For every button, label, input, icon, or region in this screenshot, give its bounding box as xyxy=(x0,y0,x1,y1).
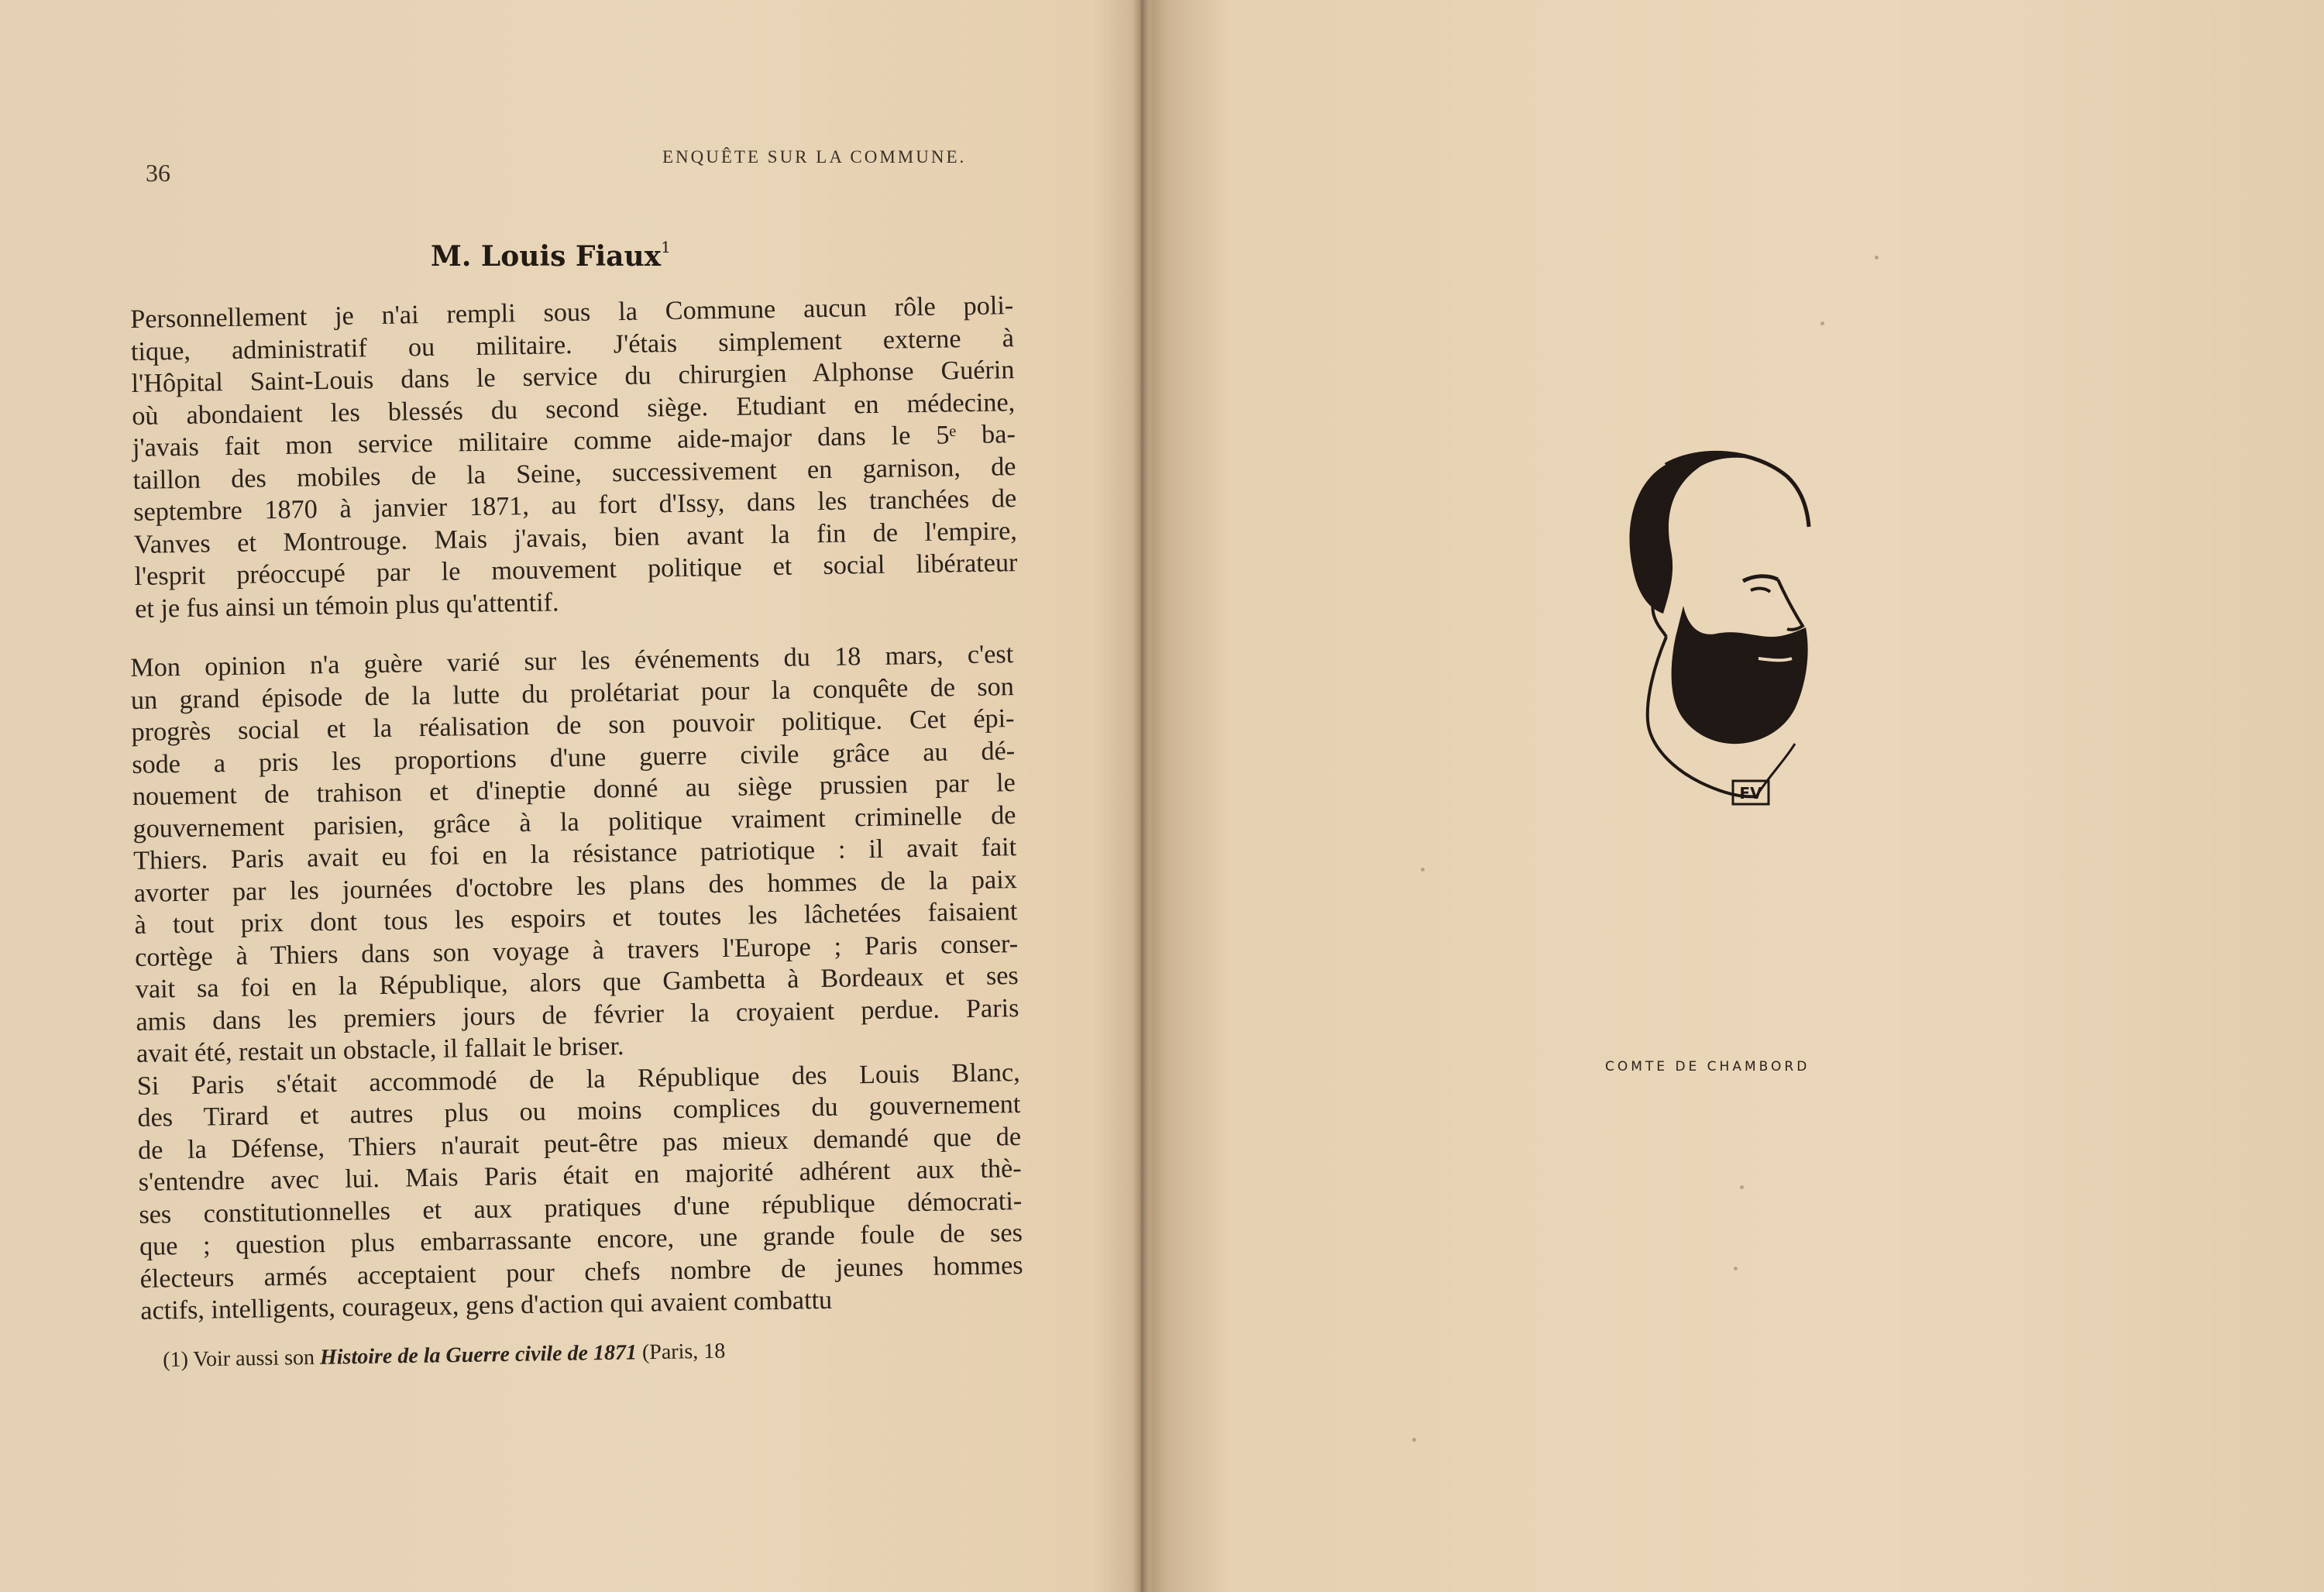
text-line: taillon des mobiles de la Seine, successivement en garnison, de xyxy=(132,452,1016,495)
text-line: tique, administratif ou militaire. J'étais simplement externe à xyxy=(130,323,1015,366)
paper-speck xyxy=(1875,256,1879,260)
text-line: et je fus ainsi un témoin plus qu'attentif. xyxy=(134,587,559,624)
text-line: j'avais fait mon service militaire comme aide-major dans le 5ᵉ ba- xyxy=(132,420,1016,462)
footnote xyxy=(163,1339,726,1373)
text-line: avorter par les journées d'octobre les plans des hommes de la paix xyxy=(133,865,1018,908)
illustration-caption: COMTE DE CHAMBORD xyxy=(1605,1059,1810,1075)
paragraph-1 xyxy=(130,290,1018,625)
text-line: vait sa foi en la République, alors que Gambetta à Bordeaux et ses xyxy=(135,961,1019,1004)
footnote-work-title: Histoire de la Guerre civile de 1871 xyxy=(319,1340,638,1370)
monogram-text: FV xyxy=(1739,784,1762,803)
portrait-illustration xyxy=(1592,434,1848,821)
text-line: actifs, intelligents, courageux, gens d'action qui avaient combattu xyxy=(140,1285,833,1326)
text-line: progrès social et la réalisation de son pouvoir politique. Cet épi- xyxy=(131,704,1015,747)
text-line: amis dans les premiers jours de février la croyaient perdue. Paris xyxy=(136,993,1019,1037)
text-line: gouvernement parisien, grâce à la politique vraiment criminelle de xyxy=(132,800,1016,844)
text-line: nouement de trahison et d'ineptie donné au siège prussien par le xyxy=(132,768,1016,811)
text-line: s'entendre avec lui. Mais Paris était en majorité adhérent aux thè- xyxy=(138,1154,1022,1197)
article-title-text: M. Louis Fiaux xyxy=(431,240,662,273)
text-line: Personnellement je n'ai rempli sous la Commune aucun rôle poli- xyxy=(130,291,1014,334)
left-page xyxy=(0,0,1139,1592)
text-line: l'Hôpital Saint-Louis dans le service du chirurgien Alphonse Guérin xyxy=(131,356,1015,398)
text-line: cortège à Thiers dans son voyage à travers l'Europe ; Paris conser- xyxy=(134,929,1019,972)
text-line: de la Défense, Thiers n'aurait peut-être pas mieux demandé que de xyxy=(137,1122,1022,1165)
paper-speck xyxy=(1412,1438,1416,1442)
text-line: Si Paris s'était accommodé de la République des Louis Blanc, xyxy=(136,1057,1020,1101)
paper-speck xyxy=(1820,321,1824,325)
paper-speck xyxy=(1421,868,1425,872)
paper-speck xyxy=(1734,1267,1738,1271)
text-line: des Tirard et autres plus ou moins complices du gouvernement xyxy=(137,1090,1021,1133)
text-line: Mon opinion n'a guère varié sur les événements du 18 mars, c'est xyxy=(130,640,1014,683)
text-line: sode a pris les proportions d'une guerre civile grâce au dé- xyxy=(131,736,1016,779)
text-line: un grand épisode de la lutte du prolétariat pour la conquête de son xyxy=(130,672,1015,715)
text-line: Vanves et Montrouge. Mais j'avais, bien avant la fin de l'empire, xyxy=(133,516,1018,559)
text-line: avait été, restait un obstacle, il fallait le briser. xyxy=(136,1032,624,1068)
running-head: ENQUÊTE SUR LA COMMUNE. xyxy=(662,147,967,167)
footnote-suffix: (Paris, 18 xyxy=(636,1339,726,1365)
article-title xyxy=(431,240,671,273)
text-line: Thiers. Paris avait eu foi en la résistance patriotique : il avait fait xyxy=(132,833,1017,875)
text-line: septembre 1870 à janvier 1871, au fort d'Issy, dans les tranchées de xyxy=(132,484,1017,527)
bald-bearded-man-profile-woodcut xyxy=(1630,452,1809,796)
text-line: ses constitutionnelles et aux pratiques d'une république démocrati- xyxy=(139,1186,1023,1229)
text-line: à tout prix dont tous les espoirs et toutes les lâchetées faisaient xyxy=(134,897,1018,940)
footnote-marker: 1 xyxy=(661,238,671,256)
text-line: que ; question plus embarrassante encore, une grande foule de ses xyxy=(139,1219,1023,1261)
footnote-prefix: (1) Voir aussi son xyxy=(163,1345,321,1372)
paragraph-2 xyxy=(130,638,1024,1327)
page-number: 36 xyxy=(146,159,170,187)
paper-speck xyxy=(1740,1185,1744,1189)
text-line: l'esprit préoccupé par le mouvement politique et social libérateur xyxy=(134,548,1018,591)
text-line: électeurs armés acceptaient pour chefs nombre de jeunes hommes xyxy=(139,1250,1023,1294)
text-line: où abondaient les blessés du second siège. Etudiant en médecine, xyxy=(131,387,1016,431)
